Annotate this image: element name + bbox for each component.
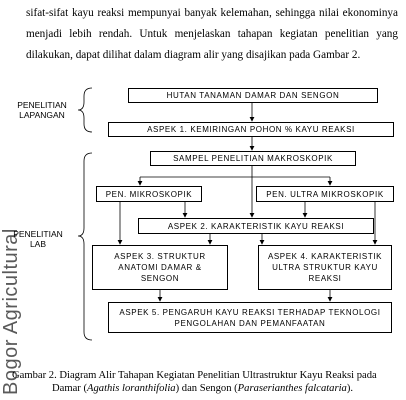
caption-line-1: Gambar 2. Diagram Alir Tahapan Kegiatan Penelitian Ultrastruktur Kayu Reaksi pada	[12, 370, 377, 381]
paragraph-line-1: sifat-sifat kayu reaksi mempunyai banyak kelemahan, sehingga nilai ekonominya	[26, 7, 398, 19]
box-aspek-4: ASPEK 4. KARAKTERISTIK ULTRA STRUKTUR KAYU REAKSI	[258, 245, 392, 290]
caption-suffix: ).	[346, 383, 354, 394]
box-hutan-tanaman: HUTAN TANAMAN DAMAR DAN SENGON	[128, 88, 378, 103]
box-pen-ultra-mikroskopik: PEN. ULTRA MIKROSKOPIK	[256, 186, 394, 202]
box-aspek-1: ASPEK 1. KEMIRINGAN POHON % KAYU REAKSI	[108, 122, 394, 137]
box-aspek-2: ASPEK 2. KARAKTERISTIK KAYU REAKSI	[138, 218, 374, 234]
box-aspek-5: ASPEK 5. PENGARUH KAYU REAKSI TERHADAP TEKNOLOGI PENGOLAHAN DAN PEMANFAATAN	[108, 302, 392, 333]
caption-mid: ) dan Sengon (	[175, 383, 238, 394]
caption-species-damar: Agathis loranthifolia	[87, 383, 176, 394]
brace-lab	[78, 153, 92, 340]
paragraph-line-3: dilakukan, dapat dilihat dalam diagram alir yang disajikan pada Gambar 2.	[26, 49, 361, 61]
figure-caption	[12, 369, 404, 395]
caption-species-sengon: Paraserianthes falcataria	[237, 383, 347, 394]
label-penelitian-lab: PENELITIAN LAB	[13, 229, 63, 249]
label-penelitian-lapangan: PENELITIAN LAPANGAN	[17, 100, 67, 120]
paragraph-line-2: menjadi lebih rendah. Untuk menjelaskan tahapan kegiatan penelitian yang	[26, 28, 398, 40]
watermark-university: Bogor Agricultural	[0, 228, 22, 395]
box-pen-mikroskopik: PEN. MIKROSKOPIK	[96, 186, 202, 202]
caption-line-2	[12, 382, 404, 395]
brace-lapangan	[78, 88, 92, 132]
caption-prefix: Damar (	[52, 383, 87, 394]
box-sampel-penelitian: SAMPEL PENELITIAN MAKROSKOPIK	[150, 151, 356, 166]
box-aspek-3: ASPEK 3. STRUKTUR ANATOMI DAMAR & SENGON	[92, 245, 228, 290]
